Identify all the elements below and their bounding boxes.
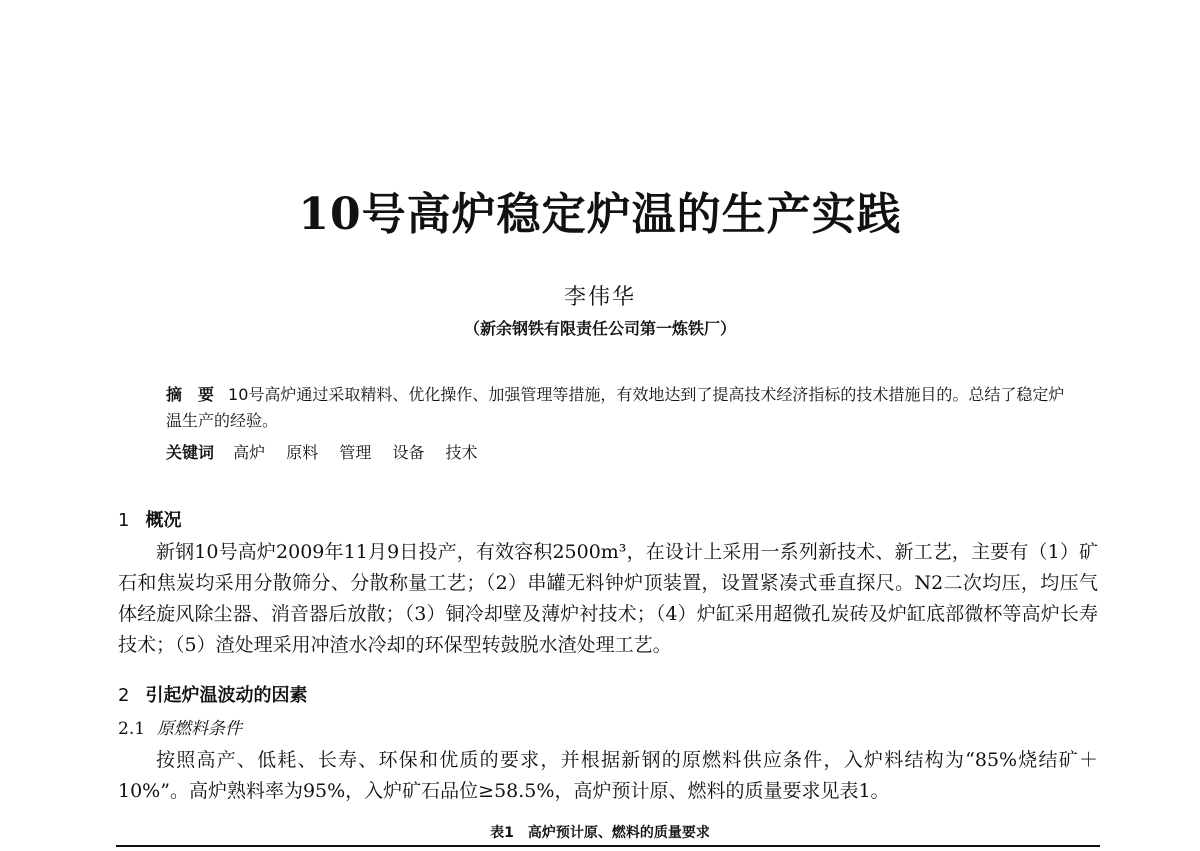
section-number: 1 xyxy=(118,510,130,531)
section-paragraph-overview: 新钢10号高炉2009年11月9日投产，有效容积2500m³，在设计上采用一系列新技术、新工艺，主要有（1）矿石和焦炭均采用分散筛分、分散称量工艺；（2）串罐无料钟炉顶装置，设置紧凑式垂直探尺。N2二次均压，均压气体经旋风除尘器、消音器后放散；（3）铜冷却壁及薄炉衬技术；（4）炉缸采用超微孔炭砖及炉缸底部微杯等高炉长寿技术；（5）渣处理采用冲渣水冷却的环保型转鼓脱水渣处理工艺。 xyxy=(118,541,1098,656)
section-title: 概况 xyxy=(145,510,182,531)
author-affiliation: （新余钢铁有限责任公司第一炼铁厂） xyxy=(463,319,736,338)
table-top-rule xyxy=(116,845,1100,847)
paper-title: 10号高炉稳定炉温的生产实践 xyxy=(298,189,902,240)
keywords xyxy=(166,440,494,463)
section-number: 2 xyxy=(118,685,130,706)
section-heading-factors xyxy=(118,681,307,707)
section-heading-overview xyxy=(118,506,181,532)
section-title: 引起炉温波动的因素 xyxy=(145,685,308,706)
table-title: 高炉预计原、燃料的质量要求 xyxy=(527,825,710,841)
table-caption xyxy=(0,822,1200,842)
table-number: 表1 xyxy=(490,825,514,841)
subsection-heading-raw-materials xyxy=(118,714,242,739)
abstract xyxy=(166,382,1066,434)
subsection-number: 2.1 xyxy=(118,719,146,739)
subsection-title: 原燃料条件 xyxy=(157,719,243,739)
keyword-item: 设备 xyxy=(392,443,425,462)
subsection-paragraph-raw-materials: 按照高产、低耗、长寿、环保和优质的要求，并根据新钢的原燃料供应条件，入炉料结构为“85%烧结矿＋10%”。高炉熟料率为95%，入炉矿石品位≥58.5%，高炉预计原、燃料的质量要求见表1。 xyxy=(118,749,1098,802)
keyword-item: 管理 xyxy=(339,443,372,462)
keyword-item: 高炉 xyxy=(233,443,266,462)
keyword-item: 原料 xyxy=(286,443,319,462)
keywords-label: 关键词 xyxy=(166,443,215,462)
abstract-label: 摘 要 xyxy=(166,385,215,404)
keyword-item: 技术 xyxy=(445,443,478,462)
author-name: 李伟华 xyxy=(563,285,636,310)
abstract-text: 10号高炉通过采取精料、优化操作、加强管理等措施，有效地达到了提高技术经济指标的技术措施目的。总结了稳定炉温生产的经验。 xyxy=(166,385,1065,430)
